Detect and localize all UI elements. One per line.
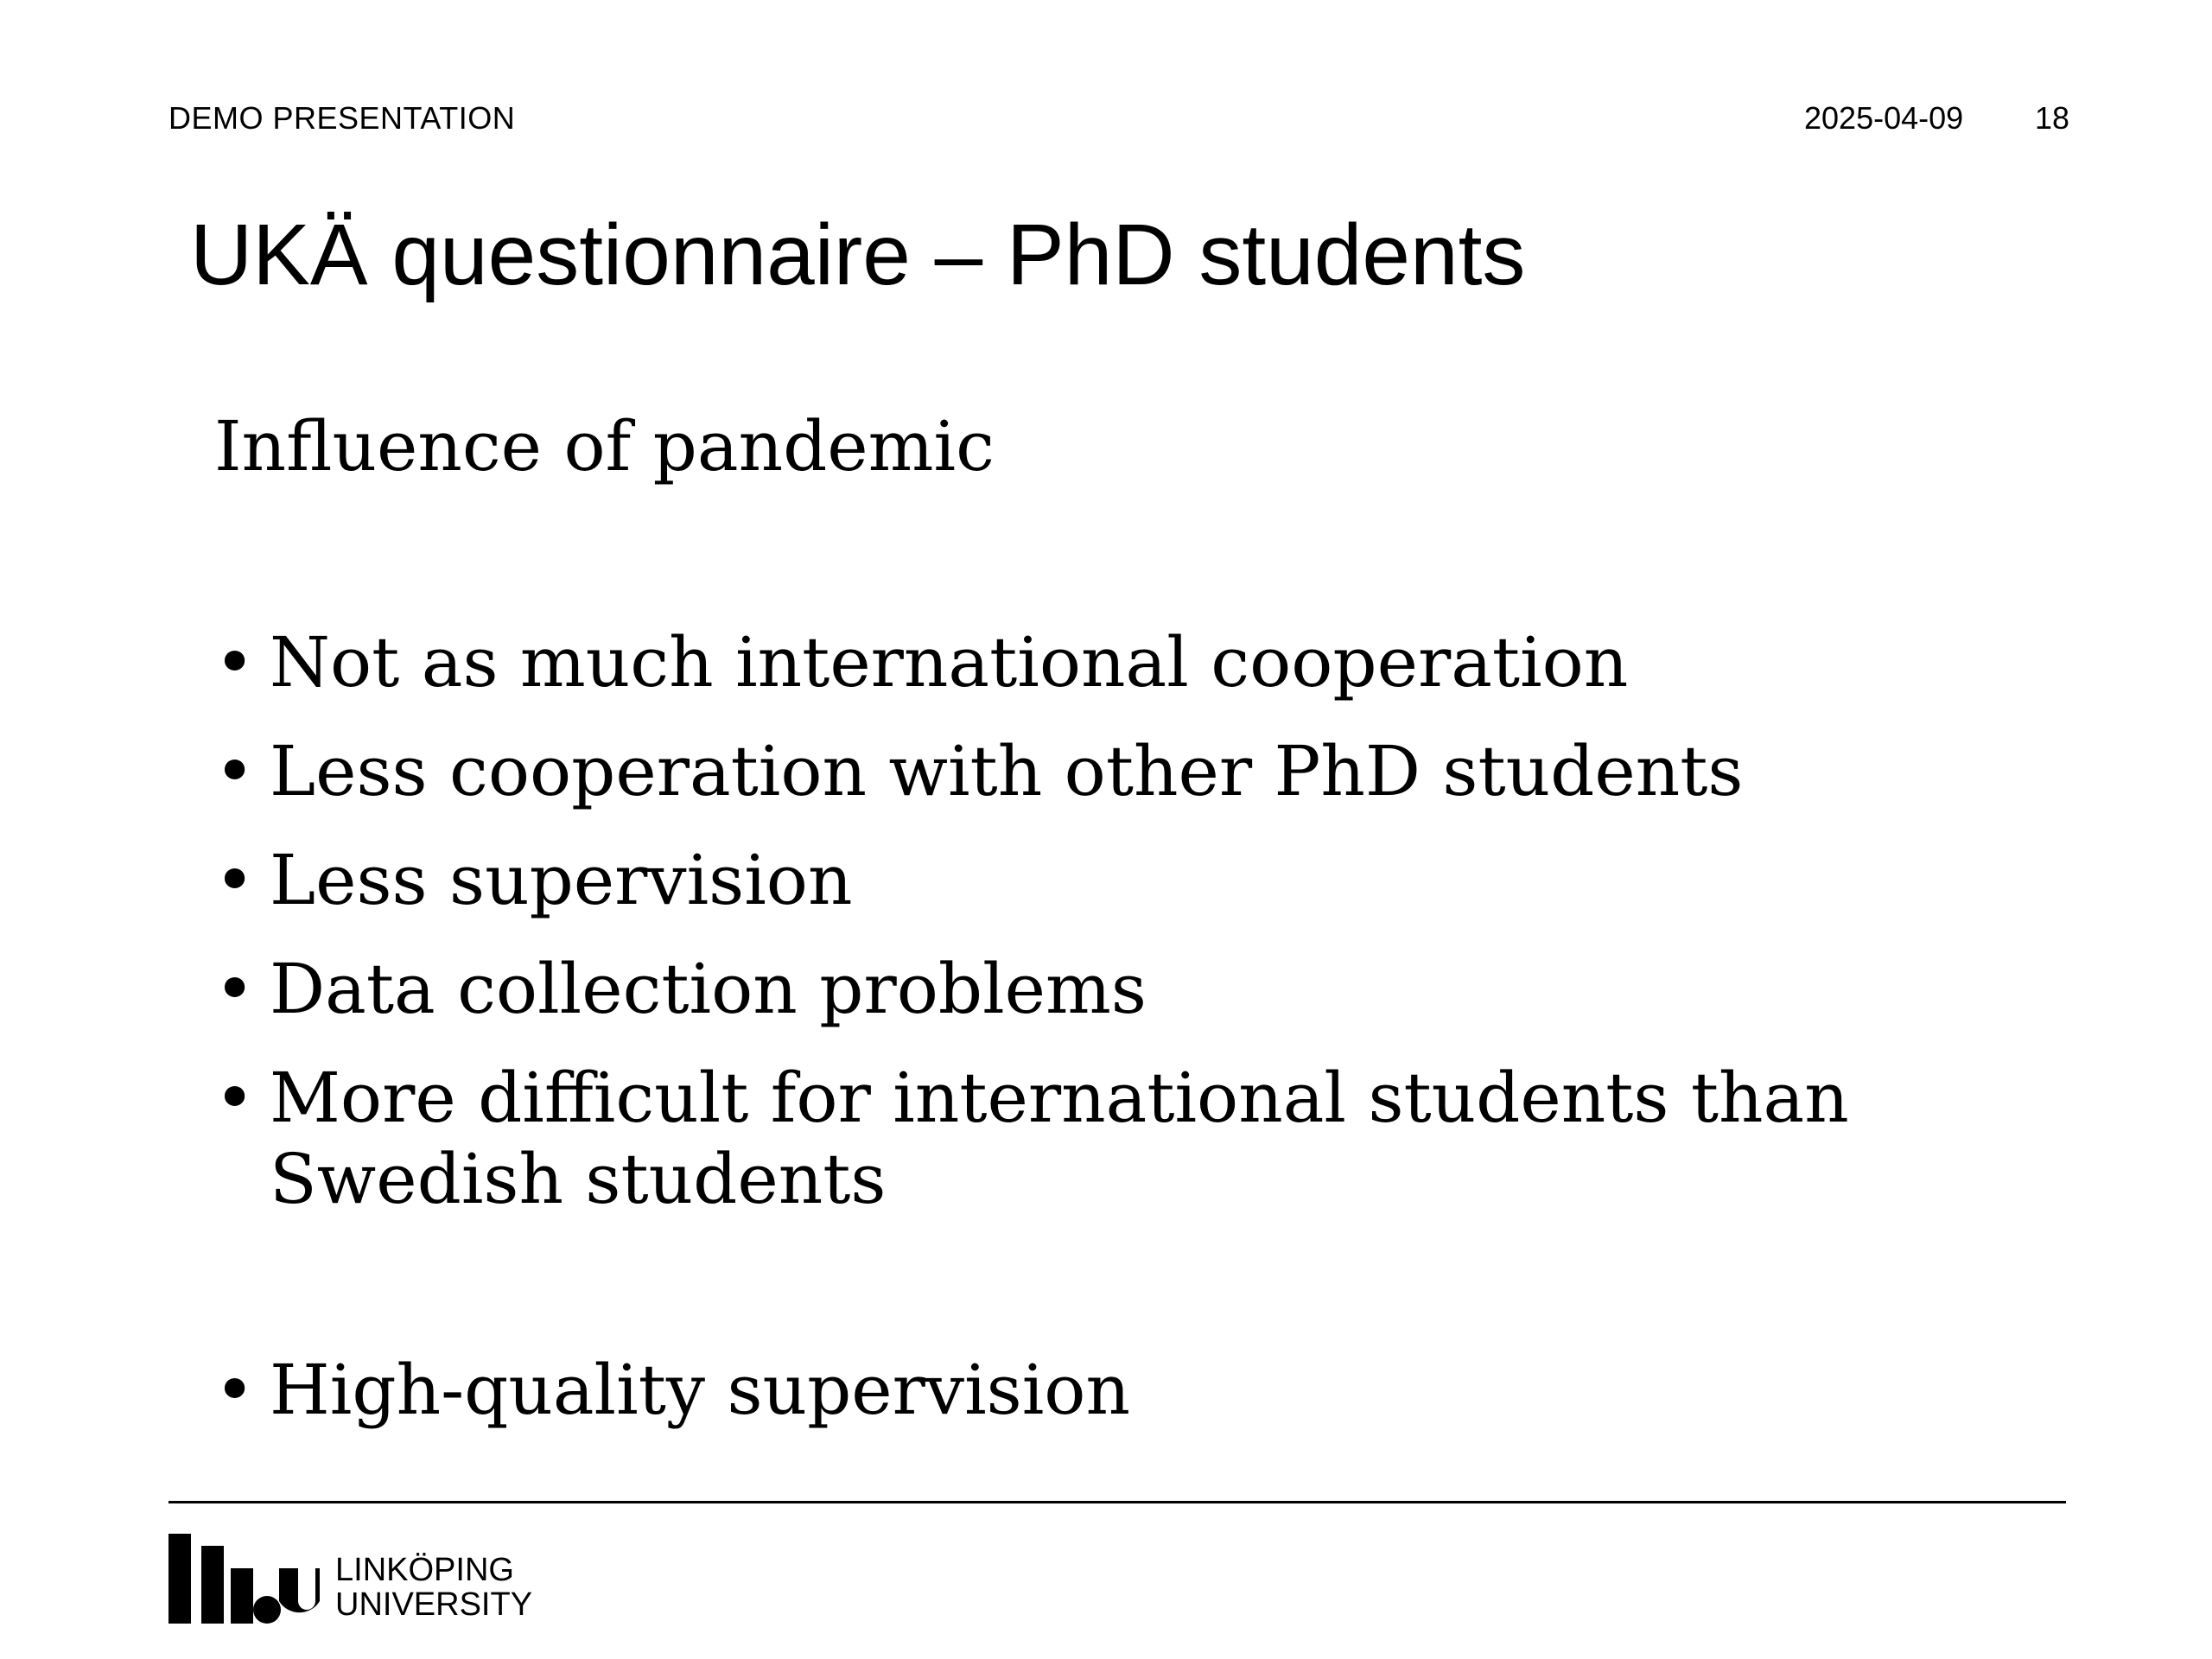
logo-line-2: UNIVERSITY: [335, 1586, 533, 1623]
liu-logo-mark-icon: [168, 1534, 320, 1624]
logo-line-1: LINKÖPING: [335, 1552, 514, 1588]
slide-date: 2025-04-09: [1804, 100, 1964, 136]
bullet-item: • Less supervision: [214, 840, 2072, 921]
presentation-label: DEMO PRESENTATION: [168, 100, 516, 136]
bullet-item: • Data collection problems: [214, 949, 2072, 1030]
bullet-list: [214, 622, 2072, 1459]
university-logo: [168, 1534, 532, 1624]
slide-number: 18: [2035, 100, 2070, 136]
bullet-item: • High-quality supervision: [214, 1350, 2072, 1431]
slide-title: UKÄ questionnaire – PhD students: [190, 207, 1526, 303]
logo-wordmark: [335, 1553, 532, 1624]
bullet-item: • More difficult for international students than Swedish students: [214, 1058, 2072, 1220]
bullet-item: • Less cooperation with other PhD students: [214, 731, 2072, 812]
footer-divider: [168, 1501, 2066, 1503]
slide-subtitle: Influence of pandemic: [214, 406, 995, 486]
bullet-item: • Not as much international cooperation: [214, 622, 2072, 703]
